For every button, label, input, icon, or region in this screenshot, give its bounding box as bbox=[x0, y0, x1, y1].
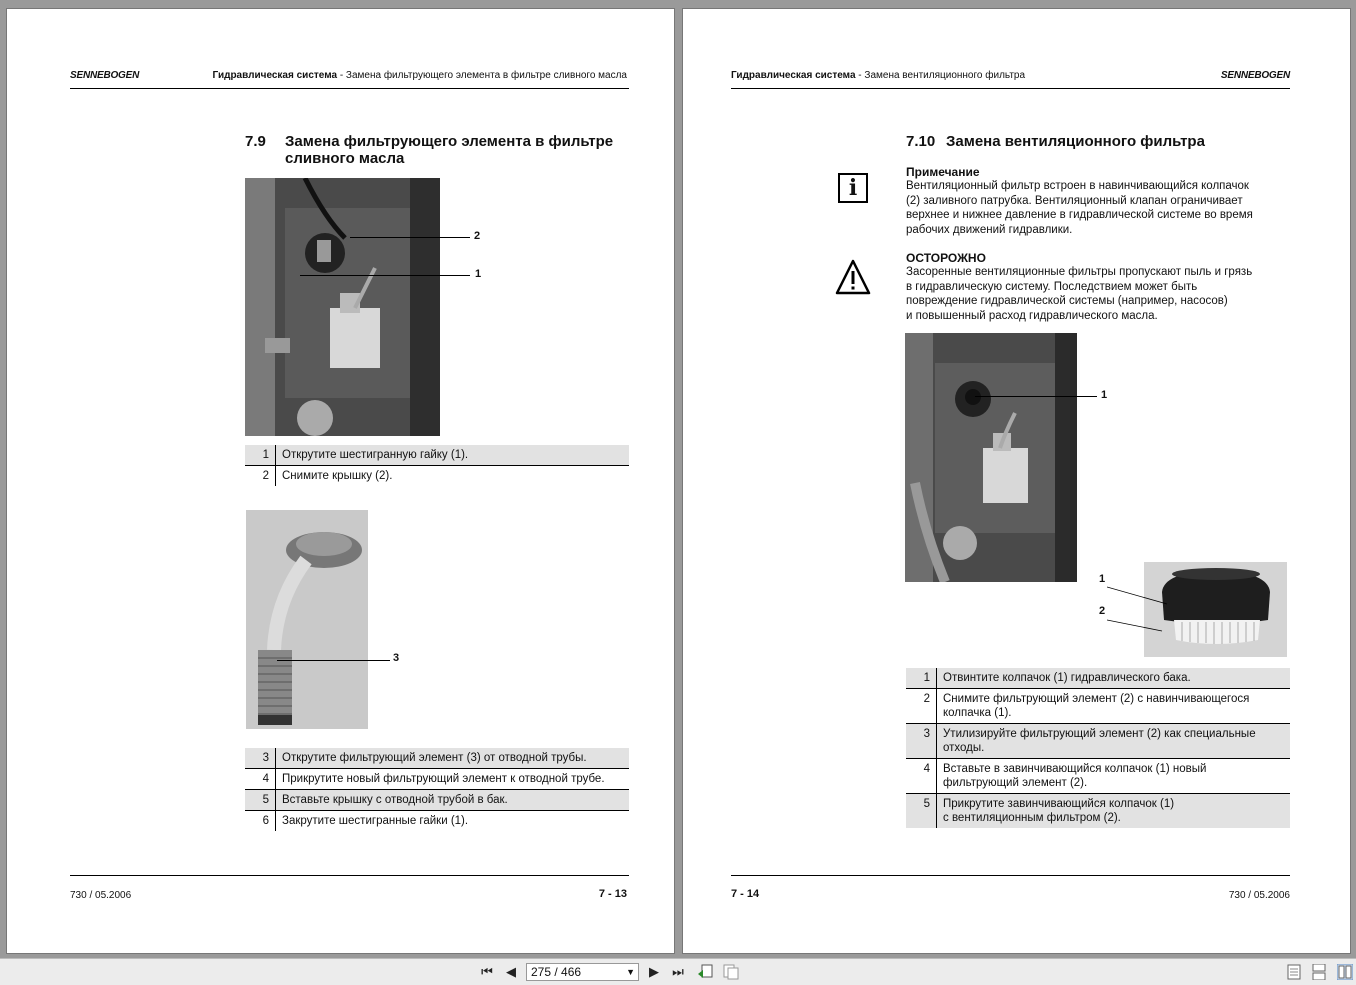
callout-2: 2 bbox=[474, 230, 481, 242]
step-number: 3 bbox=[245, 748, 276, 769]
callout-line-1 bbox=[975, 396, 1097, 397]
step-text bbox=[937, 689, 1291, 724]
step-number: 1 bbox=[906, 668, 937, 689]
step-line: отходы. bbox=[943, 742, 985, 754]
first-page-icon: ⏮ bbox=[481, 964, 493, 979]
table-row bbox=[906, 759, 1290, 794]
note-title: Примечание bbox=[906, 165, 980, 179]
chevron-down-icon[interactable]: ▼ bbox=[626, 967, 635, 977]
section-title-line1: Замена фильтрующего элемента в фильтре bbox=[285, 133, 614, 150]
steps-table-a bbox=[245, 445, 629, 486]
table-row bbox=[906, 668, 1290, 689]
step-number: 2 bbox=[906, 689, 937, 724]
table-row bbox=[245, 811, 629, 832]
step-number: 4 bbox=[906, 759, 937, 794]
caution-body bbox=[906, 265, 1286, 323]
next-page-icon: ▶ bbox=[649, 964, 659, 979]
step-number: 2 bbox=[245, 466, 276, 487]
first-page-button[interactable] bbox=[478, 963, 496, 981]
filter-element-photo bbox=[246, 510, 368, 729]
step-line: Снимите фильтрующий элемент (2) с навинчивающегося bbox=[943, 693, 1250, 705]
callout-1: 1 bbox=[1099, 573, 1106, 585]
step-text bbox=[937, 668, 1291, 689]
step-number: 3 bbox=[906, 724, 937, 759]
last-page-icon: ⏭ bbox=[672, 964, 684, 979]
header-rest: - Замена вентиляционного фильтра bbox=[855, 70, 1026, 81]
table-row bbox=[906, 794, 1290, 829]
callout-line-1 bbox=[300, 275, 470, 276]
warning-icon bbox=[835, 259, 871, 295]
sennebogen-logo: SENNEBOGEN bbox=[1220, 70, 1290, 81]
step-text: Открутите шестигранную гайку (1). bbox=[276, 445, 630, 466]
step-line: Прикрутите завинчивающийся колпачок (1) bbox=[943, 798, 1175, 810]
next-view-icon bbox=[723, 964, 739, 980]
footer-rule bbox=[70, 875, 629, 876]
caution-title: ОСТОРОЖНО bbox=[906, 251, 986, 265]
section-title: Замена вентиляционного фильтра bbox=[946, 133, 1205, 150]
table-row bbox=[245, 790, 629, 811]
section-number: 7.9 bbox=[245, 133, 266, 150]
caution-line: в гидравлическую систему. Последствием может быть bbox=[906, 280, 1198, 293]
step-number: 5 bbox=[906, 794, 937, 829]
next-page-button[interactable] bbox=[645, 963, 663, 981]
step-text: Открутите фильтрующий элемент (3) от отводной трубы. bbox=[276, 748, 630, 769]
footer-edition: 730 / 05.2006 bbox=[1228, 890, 1290, 901]
steps-table-b bbox=[245, 748, 629, 831]
step-text: Закрутите шестигранные гайки (1). bbox=[282, 815, 469, 827]
note-line: верхнее и нижнее давление в гидравлической системе во время bbox=[906, 209, 1253, 221]
footer-page-number: 7 - 14 bbox=[731, 888, 760, 900]
table-row bbox=[245, 445, 629, 466]
prev-page-button[interactable] bbox=[502, 963, 520, 981]
page-indicator: 275 / 466 bbox=[531, 965, 582, 979]
hydraulic-tank-photo bbox=[245, 178, 440, 436]
header-bold: Гидравлическая система bbox=[212, 70, 338, 81]
table-row bbox=[245, 769, 629, 790]
page-header bbox=[731, 70, 1025, 81]
step-text: Вставьте крышку с отводной трубой в бак. bbox=[276, 790, 630, 811]
left-page bbox=[6, 8, 675, 954]
prev-page-icon: ◀ bbox=[506, 964, 516, 979]
step-number: 6 bbox=[245, 811, 276, 832]
step-line: с вентиляционным фильтром (2). bbox=[943, 812, 1121, 824]
table-row bbox=[906, 689, 1290, 724]
last-page-button[interactable] bbox=[669, 963, 687, 981]
section-title-line2: сливного масла bbox=[285, 150, 405, 167]
callout-2: 2 bbox=[1099, 605, 1106, 617]
info-icon: i bbox=[838, 173, 868, 203]
caution-line: и повышенный расход гидравлического масла. bbox=[906, 309, 1158, 322]
table-row bbox=[245, 748, 629, 769]
table-row bbox=[906, 724, 1290, 759]
step-text: Прикрутите новый фильтрующий элемент к отводной трубе. bbox=[276, 769, 630, 790]
footer-edition: 730 / 05.2006 bbox=[70, 890, 132, 901]
section-number: 7.10 bbox=[906, 133, 936, 150]
footer-page-number: 7 - 13 bbox=[598, 888, 627, 900]
viewer-toolbar bbox=[0, 958, 1356, 985]
continuous-icon[interactable] bbox=[1312, 964, 1326, 980]
step-number: 1 bbox=[245, 445, 276, 466]
header-rule bbox=[731, 88, 1290, 89]
callout-3: 3 bbox=[393, 652, 400, 664]
callout-line-2 bbox=[350, 237, 470, 238]
step-line: Отвинтите колпачок (1) гидравлического бака. bbox=[943, 672, 1191, 684]
step-text: Снимите крышку (2). bbox=[282, 470, 393, 482]
step-text bbox=[937, 759, 1291, 794]
header-rest: - Замена фильтрующего элемента в фильтре сливного масла bbox=[337, 70, 627, 81]
prev-view-button[interactable] bbox=[696, 963, 714, 981]
callout-line-3 bbox=[277, 660, 390, 661]
step-text bbox=[937, 724, 1291, 759]
caution-line: повреждение гидравлической системы (например, насосов) bbox=[906, 295, 1228, 307]
right-page bbox=[682, 8, 1351, 954]
table-row bbox=[245, 466, 629, 487]
note-body bbox=[906, 179, 1286, 237]
step-line: фильтрующий элемент (2). bbox=[943, 777, 1088, 789]
sennebogen-logo: SENNEBOGEN bbox=[70, 70, 140, 81]
callout-leaders bbox=[1107, 579, 1177, 639]
prev-view-icon bbox=[697, 964, 713, 980]
header-bold: Гидравлическая система bbox=[731, 70, 856, 81]
facing-pages-icon[interactable] bbox=[1337, 964, 1353, 980]
tank-cap-photo bbox=[905, 333, 1077, 582]
callout-1: 1 bbox=[1101, 389, 1108, 401]
steps-table bbox=[906, 668, 1290, 828]
page-number-input[interactable] bbox=[526, 963, 639, 981]
step-text bbox=[937, 794, 1291, 829]
callout-1: 1 bbox=[475, 268, 482, 280]
step-line: Утилизируйте фильтрующий элемент (2) как специальные bbox=[943, 728, 1256, 740]
note-line: Вентиляционный фильтр встроен в навинчивающийся колпачок bbox=[906, 180, 1249, 192]
footer-rule bbox=[731, 875, 1290, 876]
single-page-icon[interactable] bbox=[1287, 964, 1301, 980]
step-line: колпачка (1). bbox=[943, 707, 1012, 719]
step-number: 4 bbox=[245, 769, 276, 790]
note-line: (2) заливного патрубка. Вентиляционный клапан ограничивает bbox=[906, 194, 1243, 207]
note-line: рабочих движений гидравлики. bbox=[906, 223, 1073, 236]
step-number: 5 bbox=[245, 790, 276, 811]
header-rule bbox=[70, 88, 629, 89]
page-header bbox=[213, 70, 627, 81]
caution-line: Засоренные вентиляционные фильтры пропускают пыль и грязь bbox=[906, 266, 1253, 278]
next-view-button[interactable] bbox=[722, 963, 740, 981]
step-line: Вставьте в завинчивающийся колпачок (1) новый bbox=[943, 763, 1207, 775]
